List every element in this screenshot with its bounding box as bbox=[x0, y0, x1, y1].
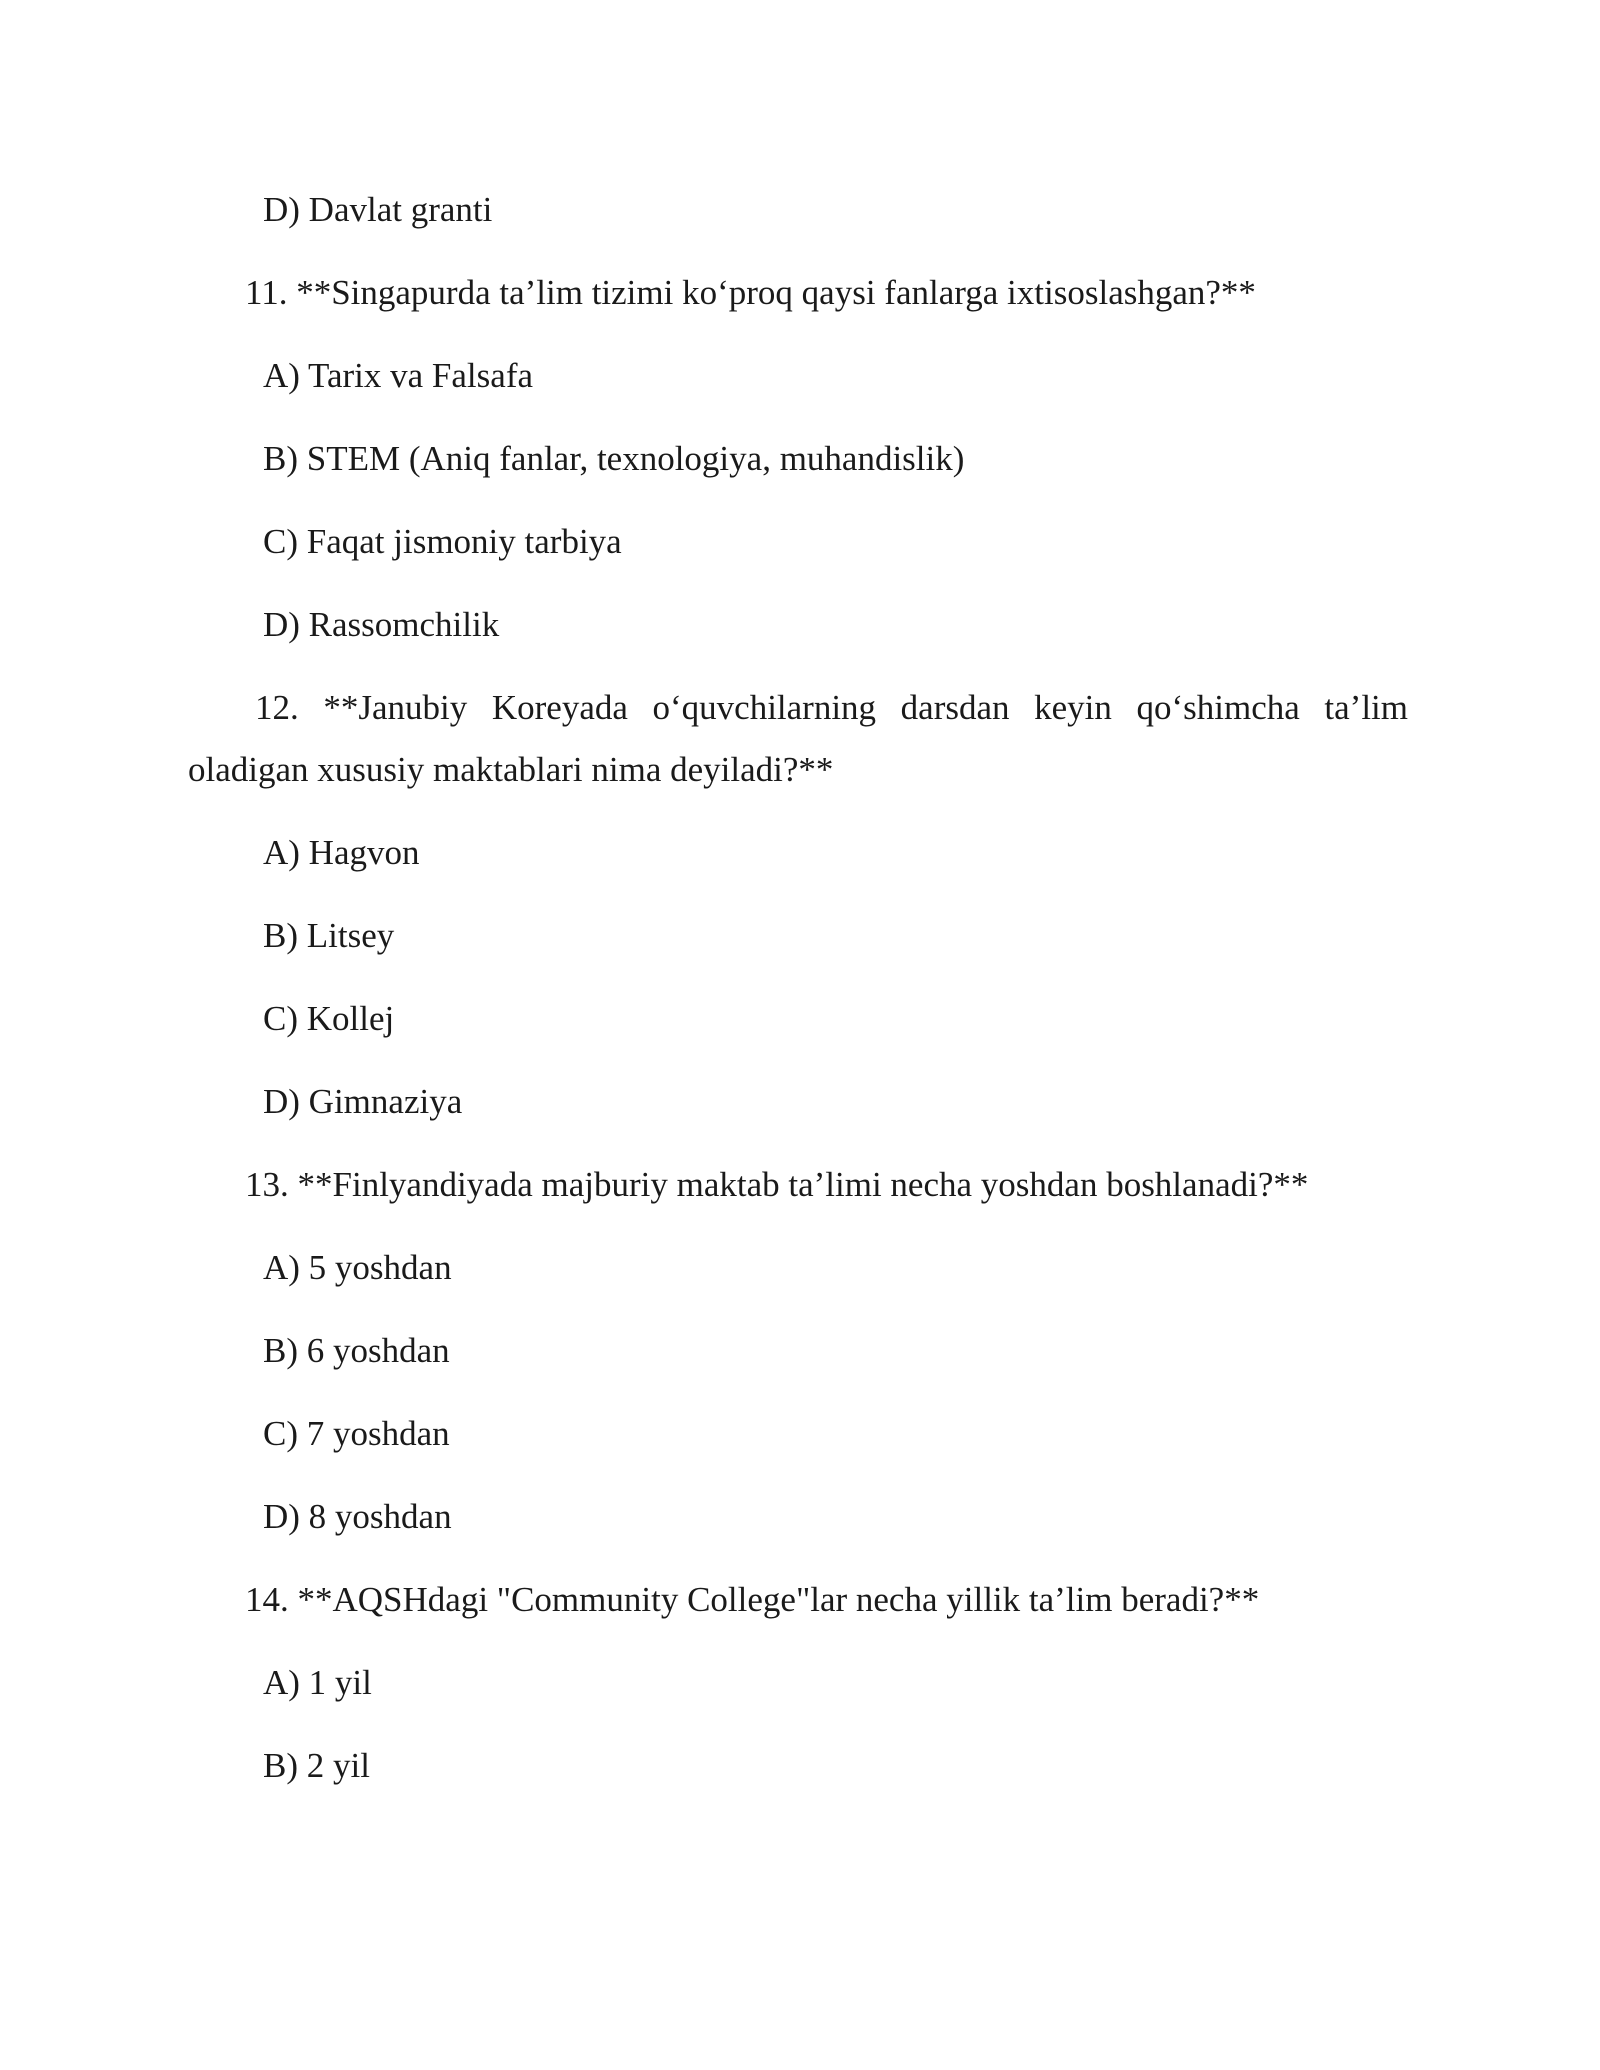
q11-option-c: C) Faqat jismoniy tarbiya bbox=[263, 522, 622, 561]
question-13: 13. **Finlyandiyada majburiy maktab ta’limi necha yoshdan boshlanadi?** bbox=[245, 1165, 1309, 1204]
q12-option-c: C) Kollej bbox=[263, 999, 395, 1038]
q13-option-c: C) 7 yoshdan bbox=[263, 1414, 450, 1453]
q13-option-b: B) 6 yoshdan bbox=[263, 1331, 450, 1370]
question-12-line-2: oladigan xususiy maktablari nima deyiladi?** bbox=[188, 750, 834, 789]
q12-option-a: A) Hagvon bbox=[263, 833, 420, 872]
question-11: 11. **Singapurda ta’lim tizimi ko‘proq qaysi fanlarga ixtisoslashgan?** bbox=[245, 273, 1256, 312]
q12-option-d: D) Gimnaziya bbox=[263, 1082, 463, 1121]
q14-option-a: A) 1 yil bbox=[263, 1663, 372, 1702]
q10-option-d: D) Davlat granti bbox=[263, 190, 493, 229]
question-12-line-1: 12. **Janubiy Koreyada o‘quvchilarning darsdan keyin qo‘shimcha ta’lim bbox=[255, 688, 1408, 727]
q11-option-d: D) Rassomchilik bbox=[263, 605, 500, 644]
q14-option-b: B) 2 yil bbox=[263, 1746, 370, 1785]
q11-option-a: A) Tarix va Falsafa bbox=[263, 356, 534, 395]
q13-option-d: D) 8 yoshdan bbox=[263, 1497, 452, 1536]
q11-option-b: B) STEM (Aniq fanlar, texnologiya, muhandislik) bbox=[263, 439, 965, 478]
question-14: 14. **AQSHdagi "Community College"lar necha yillik ta’lim beradi?** bbox=[245, 1580, 1260, 1619]
q13-option-a: A) 5 yoshdan bbox=[263, 1248, 452, 1287]
q12-option-b: B) Litsey bbox=[263, 916, 395, 955]
